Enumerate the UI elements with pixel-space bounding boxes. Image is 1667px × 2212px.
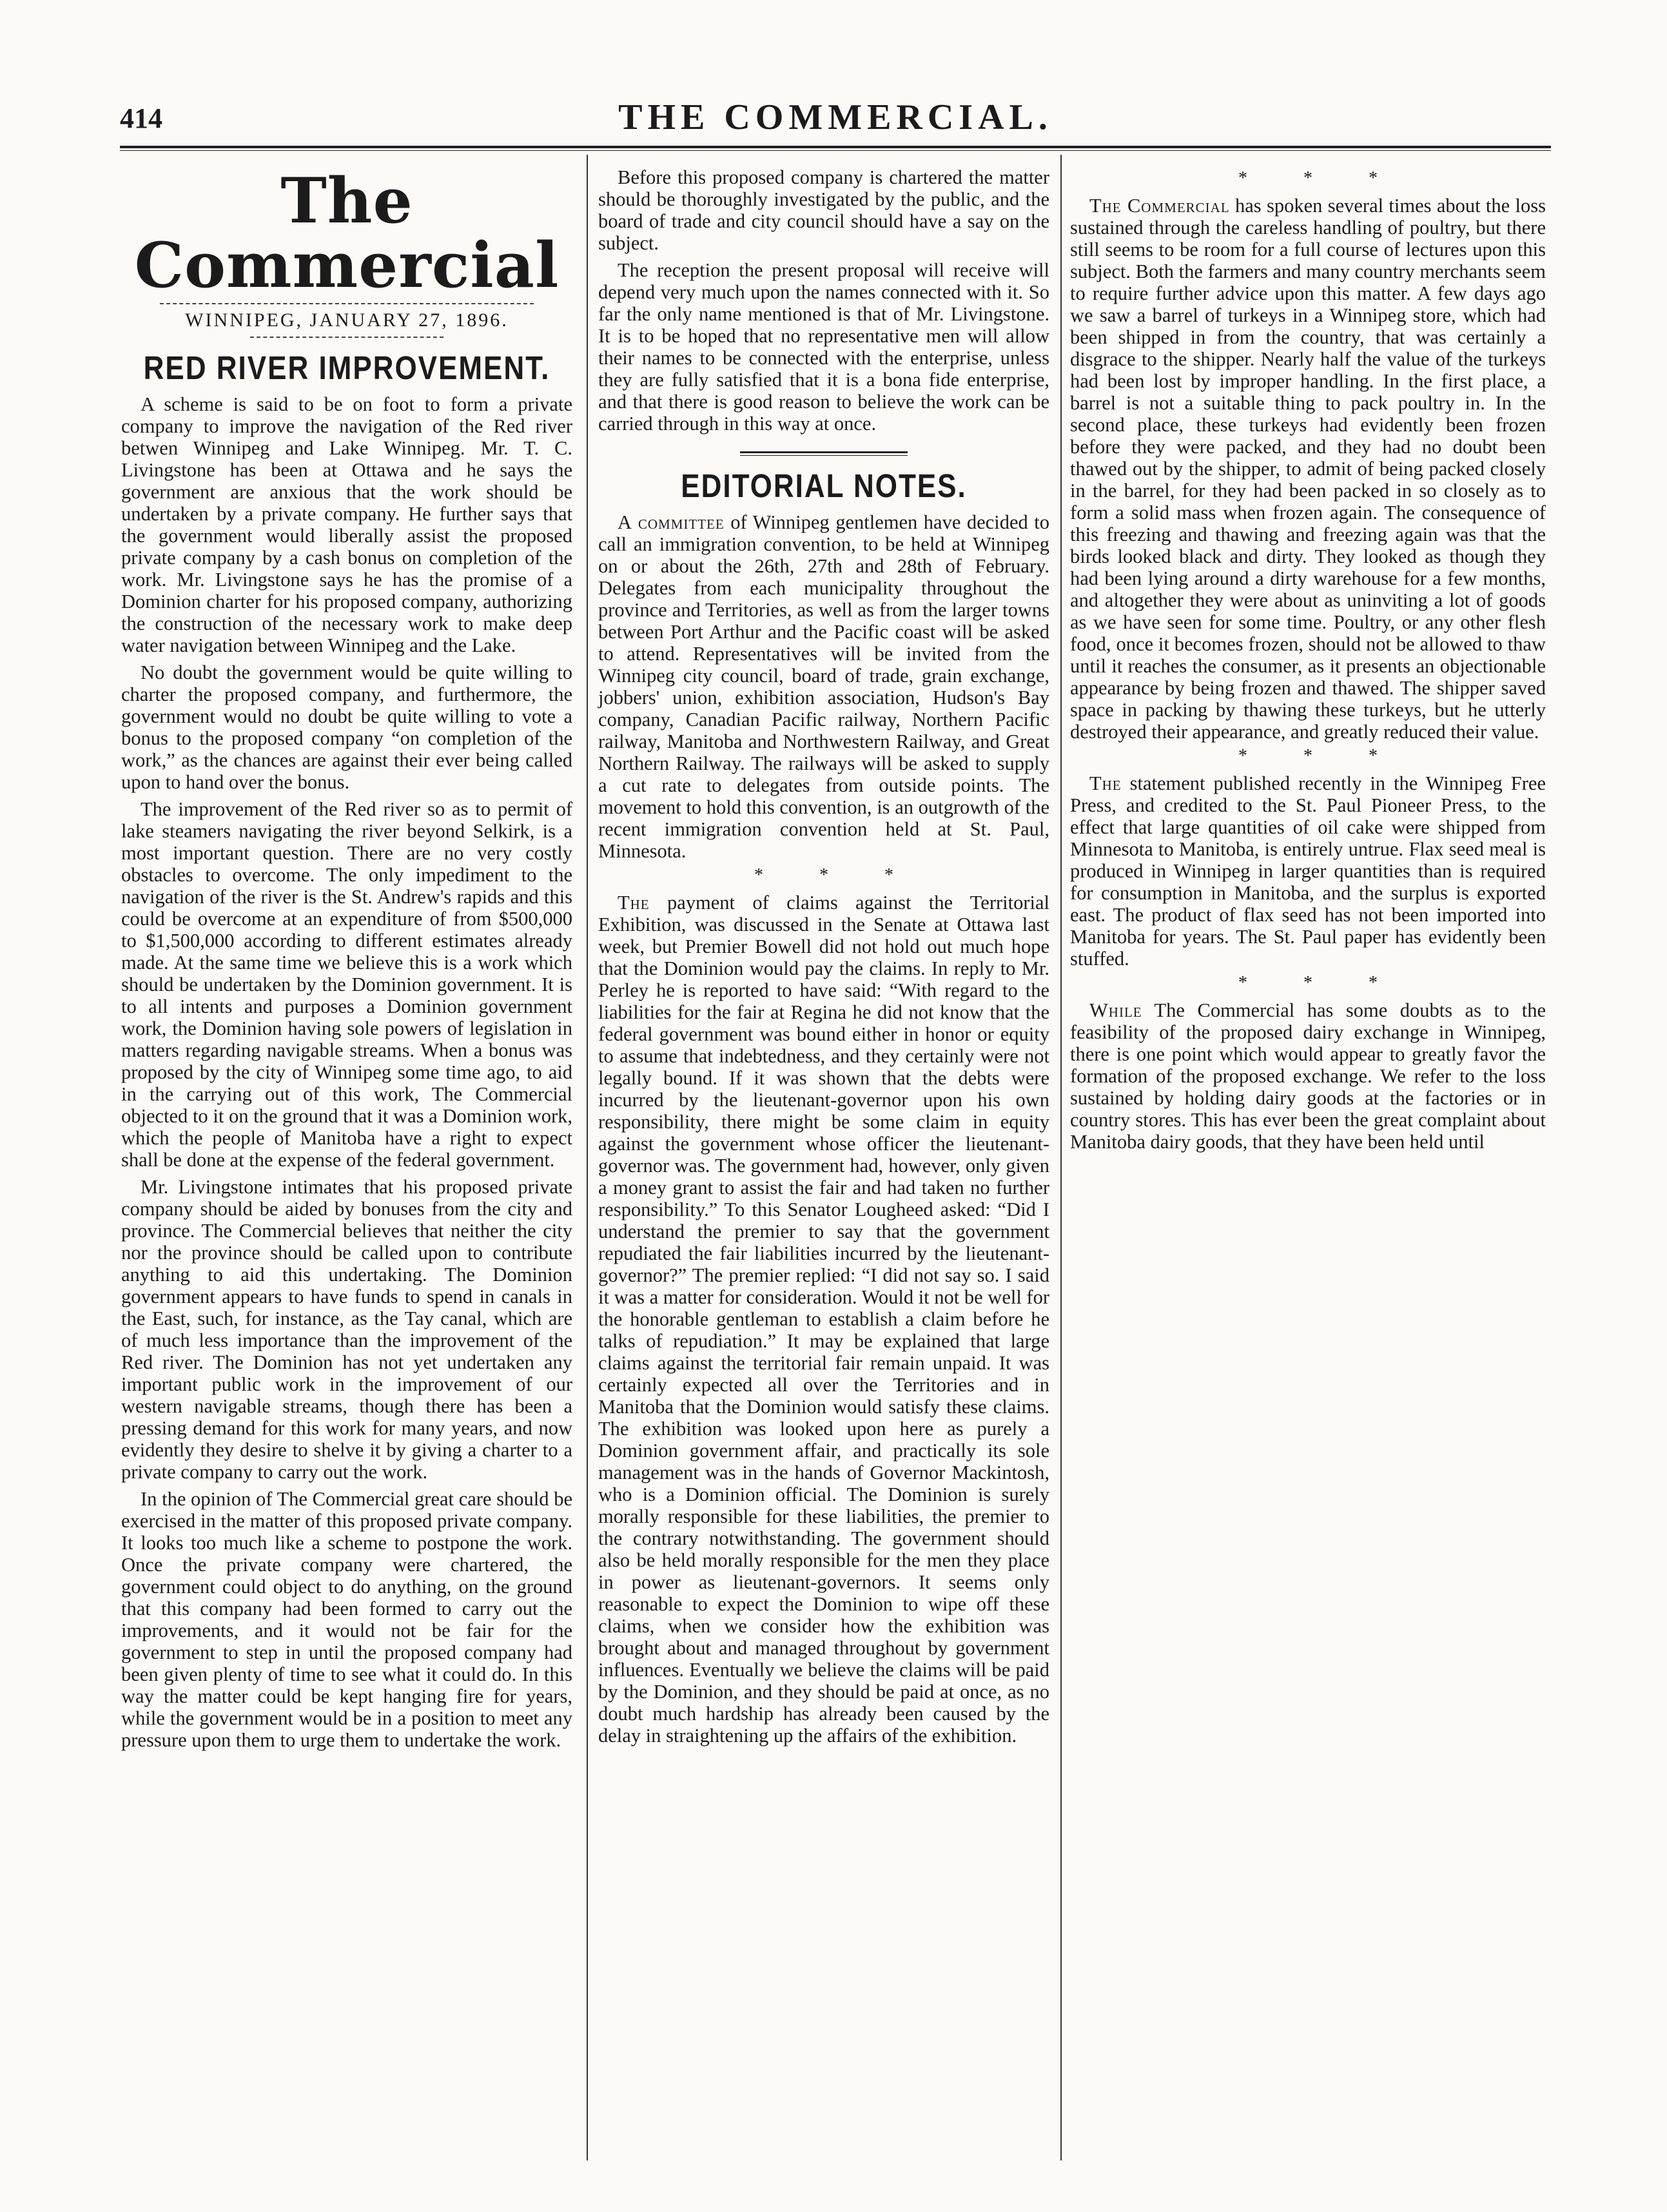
article-paragraph: In the opinion of The Commercial great care should be exercised in the matter of this proposed private company. It looks too much like a scheme to postpone the work. Once the private company were chartered, the government could object to do anything, on the ground that this company had been formed to carry out the improvements, and it would not be fair for the government to step in until the proposed company had been given plenty of time to see what it could do. In this way the matter could be kept hanging fire for years, while the government would be in a position to meet any pressure upon them to urge them to undertake the work.	[121, 1488, 572, 1751]
heading-ornament	[740, 451, 908, 456]
masthead-title: The Commercial	[134, 164, 560, 302]
page-header	[120, 97, 1551, 148]
masthead-rule	[160, 303, 534, 304]
note-text: of Winnipeg gentlemen have decided to call an immigration convention, to be held at Winnipeg on or about the 26th, 27th and 28th of February. Delegates from each municipality throughout the province and Territories, as well as from the larger towns between Port Arthur and the Pacific coast will be asked to attend. Representatives will be invited from the Winnipeg city council, board of trade, grain exchange, jobbers' union, exhibition association, Hudson's Bay company, Canadian Pacific railway, Northern Pacific railway, Manitoba and Northwestern Railway, and Great Northern Railway. The railways will be asked to supply a cut rate to delegates from outside points. The movement to hold this convention, is an outgrowth of the recent immigration convention held at St. Paul, Minnesota.	[598, 511, 1049, 862]
column-3	[1070, 166, 1546, 1158]
note-text: has spoken several times about the loss sustained through the careless handling of poultry, but there still seems to be room for a full course of lectures upon this subject. Both the farmers and many country merchants seem to require further advice upon this matter. A few days ago we saw a barrel of turkeys in a Winnipeg store, which had been shipped in from the country, that was certainly a disgrace to the shipper. Nearly half the value of the turkeys had been lost by improper handling. In the first place, a barrel is not a suitable thing to pack poultry in. In the second place, these turkeys had evidently been frozen before they were packed, and they had no doubt been thawed out by the shipper, to admit of being packed closely in the barrel, for they had been packed in so closely as to form a solid mass when frozen again. The consequence of this freezing and thawing and freezing again was that the birds looked black and dirty. They looked as though they had been lying around a dirty warehouse for a few months, and altogether they were about as uninviting a lot of goods as we have seen for some time. Poultry, or any other flesh food, once it becomes frozen, should not be allowed to thaw until it reaches the consumer, as it presents an objectionable appearance by being frozen and thawed. The shipper saved space in packing by thawing these turkeys, but he utterly destroyed their appearance, and greatly reduced their value.	[1070, 195, 1546, 743]
column-divider	[1060, 155, 1062, 2160]
editorial-note	[1070, 999, 1546, 1153]
column-1	[121, 166, 572, 1756]
article-paragraph: The reception the present proposal will receive will depend very much upon the names connected with it. So far the only name mentioned is that of Mr. Livingstone. It is to be hoped that no representative men will allow their names to be connected with the enterprise, unless they are fully satisfied that it is a bona fide enterprise, and that there is good reason to believe the work can be carried through in this way at once.	[598, 259, 1049, 435]
note-text: The Commercial has some doubts as to the feasibility of the proposed dairy exchange in Winnipeg, there is one point which would appear to greatly favor the formation of the proposed exchange. We refer to the loss sustained by holding dairy goods at the factories or in country stores. This has ever been the great complaint about Manitoba dairy goods, that they have been held until	[1070, 999, 1546, 1153]
note-separator: * * *	[1238, 973, 1403, 993]
note-text: statement published recently in the Winnipeg Free Press, and credited to the St. Paul Pioneer Press, to the effect that large quantities of oil cake were shipped from Minnesota to Manitoba, is entirely untrue. Flax seed meal is produced in Winnipeg in larger quantities than is required for consumption in Manitoba, and the surplus is exported east. The product of flax seed has not been imported into Manitoba for years. The St. Paul paper has evidently been stuffed.	[1070, 772, 1546, 970]
note-lead: The Commercial	[1089, 195, 1230, 217]
editorial-note	[598, 511, 1049, 862]
article-paragraph: The improvement of the Red river so as to permit of lake steamers navigating the river beyond Selkirk, is a most important question. There are no very costly obstacles to overcome. The only impediment to the navigation of the river is the St. Andrew's rapids and this could be overcome at an expenditure of from $500,000 to $1,500,000 according to different estimates already made. At the same time we believe this is a work which should be undertaken by the Dominion government. It is to all intents and purposes a Dominion government work, the Dominion having sole powers of legislation in matters regarding navigable streams. When a bonus was proposed by the city of Winnipeg some time ago, to aid in the carrying out of this work, The Commercial objected to it on the ground that it was a Dominion work, which the people of Manitoba have a right to expect shall be done at the expense of the federal government.	[121, 798, 572, 1171]
editorial-heading: EDITORIAL NOTES.	[681, 468, 967, 505]
article-heading: RED RIVER IMPROVEMENT.	[143, 350, 551, 387]
editorial-note	[598, 892, 1049, 1747]
dateline-rule	[250, 337, 444, 338]
editorial-note	[1070, 772, 1546, 970]
article-paragraph: A scheme is said to be on foot to form a private company to improve the navigation of the Red river betwen Winnipeg and Lake Winnipeg. Mr. T. C. Livingstone has been at Ottawa and he says the government are anxious that the work should be undertaken by a private company. He further says that the government would liberally assist the proposed private company by a cash bonus on completion of the work. Mr. Livingstone says he has the promise of a Dominion charter for his proposed company, authorizing the construction of the necessary work to make deep water navigation between Winnipeg and the Lake.	[121, 393, 572, 656]
article-paragraph: Mr. Livingstone intimates that his proposed private company should be aided by bonuses from the city and province. The Commercial believes that neither the city nor the province should be called upon to contribute anything to aid this undertaking. The Dominion government appears to have funds to spend in canals in the East, such, for instance, as the Tay canal, which are of much less importance than the improvement of the Red river. The Dominion has not yet undertaken any important public work in the improvement of our western navigable streams, though there has been a pressing demand for this work for many years, and now evidently they desire to shelve it by giving a charter to a private company to carry out the work.	[121, 1176, 572, 1483]
note-lead: The	[1089, 772, 1122, 794]
column-2	[598, 166, 1049, 1752]
note-separator: * * *	[754, 865, 919, 885]
running-head: THE COMMERCIAL.	[618, 97, 1053, 137]
article-paragraph: No doubt the government would be quite willing to charter the proposed company, and furthermore, the government would no doubt be quite willing to vote a bonus to the proposed company “on completion of the work,” as the chances are against their ever being called upon to hand over the bonus.	[121, 661, 572, 793]
note-lead: A committee	[618, 511, 725, 533]
note-text: payment of claims against the Territorial Exhibition, was discussed in the Senate at Ottawa last week, but Premier Bowell did not hold out much hope that the Dominion would pay the claims. In reply to Mr. Perley he is reported to have said: “With regard to the liabilities for the fair at Regina he did not know that the federal government was bound either in honor or equity to assume that indebtedness, and they certainly were not legally bound. If it was shown that the debts were incurred by the lieutenant-governor upon his own responsibility, there might be some claim in equity against the government whose officer the lieutenant-governor was. The government had, however, only given a money grant to assist the fair and had taken no further responsibility.” To this Senator Lougheed asked: “Did I understand the premier to say that the government repudiated the fair liabilities incurred by the lieutenant-governor?” The premier replied: “I did not say so. I said it was a matter for consideration. Would it not be well for the honorable gentleman to establish a claim before he talks of repudiation.” It may be explained that large claims against the territorial fair remain unpaid. It was certainly expected all over the Territories and in Manitoba that the Dominion would satisfy these claims. The exhibition was looked upon here as purely a Dominion government affair, and practically its sole management was in the hands of Governor Mackintosh, who is a Dominion official. The Dominion is surely morally responsible for these liabilities, the premier to the contrary notwithstanding. The government should also be held morally responsible for the men they place in power as lieutenant-governors. It seems only reasonable to expect the Dominion to wipe off these claims, when we consider how the exhibition was brought about and managed throughout by government influences. Eventually we believe the claims will be paid by the Dominion, and they should be paid at once, as no doubt much hardship has already been caused by the delay in straightening up the affairs of the exhibition.	[598, 892, 1049, 1747]
page-number: 414	[120, 103, 162, 134]
editorial-note	[1070, 195, 1546, 743]
dateline: WINNIPEG, JANUARY 27, 1896.	[185, 309, 509, 331]
note-separator: * * *	[1238, 168, 1403, 188]
note-lead: The	[618, 892, 650, 914]
note-lead: While	[1089, 999, 1142, 1021]
column-divider	[587, 155, 588, 2160]
article-paragraph: Before this proposed company is chartered the matter should be thoroughly investigated by the public, and the board of trade and city council should have a say on the subject.	[598, 166, 1049, 254]
note-separator: * * *	[1238, 746, 1403, 766]
header-rule	[120, 146, 1551, 151]
